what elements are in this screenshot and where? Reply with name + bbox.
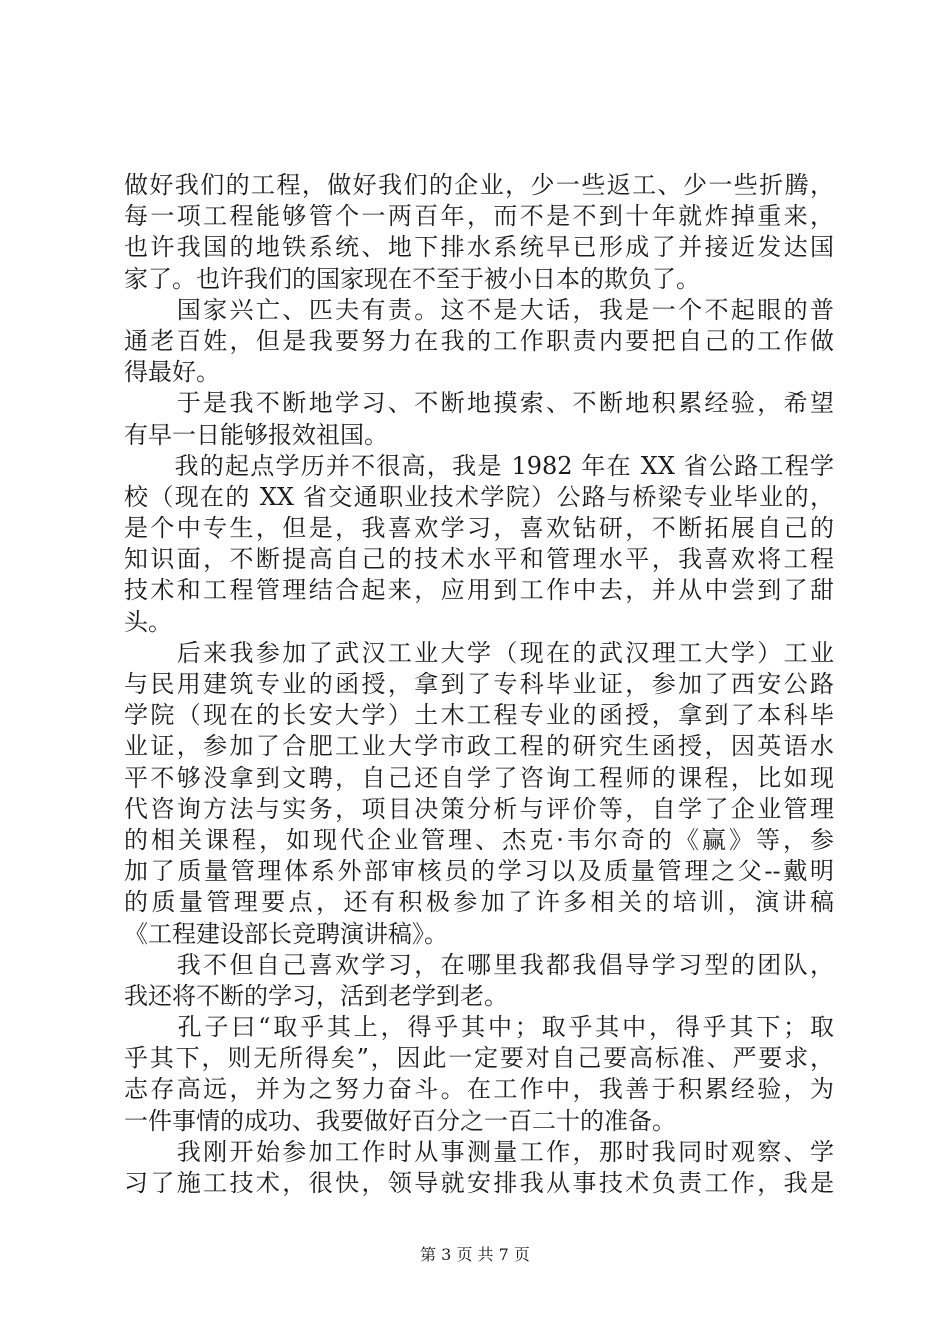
text-line: 知识面，不断提高自己的技术水平和管理水平，我喜欢将工程 xyxy=(124,545,834,574)
text-line: 家了。也许我们的国家现在不至于被小日本的欺负了。 xyxy=(124,264,700,293)
text-line: 我的起点学历并不很高，我是 1982 年在 XX 省公路工程学 xyxy=(124,451,834,480)
page-number-footer: 第 3 页 共 7 页 xyxy=(420,1245,530,1264)
text-line: 加了质量管理体系外部审核员的学习以及质量管理之父--戴明 xyxy=(124,857,834,886)
text-line: 国家兴亡、匹夫有责。这不是大话，我是一个不起眼的普 xyxy=(124,295,834,324)
text-line: 我不但自己喜欢学习，在哪里我都我倡导学习型的团队， xyxy=(124,950,834,979)
text-line: 习了施工技术，很快，领导就安排我从事技术负责工作，我是 xyxy=(124,1169,834,1197)
text-line: 于是我不断地学习、不断地摸索、不断地积累经验，希望 xyxy=(124,389,834,418)
text-line: 与民用建筑专业的函授，拿到了专科毕业证，参加了西安公路 xyxy=(124,670,834,698)
text-line: 一件事情的成功、我要做好百分之一百二十的准备。 xyxy=(124,1106,676,1135)
text-line: 有早一日能够报效祖国。 xyxy=(124,420,388,449)
text-line: 也许我国的地铁系统、地下排水系统早已形成了并接近发达国 xyxy=(124,233,834,262)
text-line: 后来我参加了武汉工业大学（现在的武汉理工大学）工业 xyxy=(124,638,834,667)
text-line: 技术和工程管理结合起来，应用到工作中去，并从中尝到了甜 xyxy=(124,576,834,605)
text-line: 《工程建设部长竞聘演讲稿》。 xyxy=(124,919,448,948)
text-line: 校（现在的 XX 省交通职业技术学院）公路与桥梁专业毕业的， xyxy=(124,482,834,511)
text-line: 每一项工程能够管个一两百年，而不是不到十年就炸掉重来， xyxy=(124,202,834,231)
text-line: 我刚开始参加工作时从事测量工作，那时我同时观察、学 xyxy=(124,1137,834,1166)
text-line: 头。 xyxy=(124,607,172,636)
text-line: 业证，参加了合肥工业大学市政工程的研究生函授，因英语水 xyxy=(124,732,834,761)
text-line: 是个中专生，但是，我喜欢学习，喜欢钻研，不断拓展自己的 xyxy=(124,514,834,543)
text-line: 通老百姓，但是我要努力在我的工作职责内要把自己的工作做 xyxy=(124,326,834,355)
text-line: 做好我们的工程，做好我们的企业，少一些返工、少一些折腾， xyxy=(124,171,834,199)
text-line: 乎其下，则无所得矣”，因此一定要对自己要高标准、严要求， xyxy=(124,1044,834,1073)
text-line: 得最好。 xyxy=(124,358,220,387)
text-line: 我还将不断的学习，活到老学到老。 xyxy=(124,981,508,1010)
text-line: 的质量管理要点，还有积极参加了许多相关的培训，演讲稿 xyxy=(124,888,834,917)
text-line: 平不够没拿到文聘，自己还自学了咨询工程师的课程，比如现 xyxy=(124,763,834,792)
text-line: 学院（现在的长安大学）土木工程专业的函授，拿到了本科毕 xyxy=(124,701,834,730)
document-body xyxy=(124,170,834,1199)
text-line: 的相关课程，如现代企业管理、杰克·韦尔奇的《赢》等，参 xyxy=(124,825,834,854)
text-line: 代咨询方法与实务，项目决策分析与评价等，自学了企业管理 xyxy=(124,794,834,823)
text-line: 孔子曰“取乎其上，得乎其中；取乎其中，得乎其下；取 xyxy=(124,1013,834,1042)
text-line: 志存高远，并为之努力奋斗。在工作中，我善于积累经验，为 xyxy=(124,1075,834,1104)
